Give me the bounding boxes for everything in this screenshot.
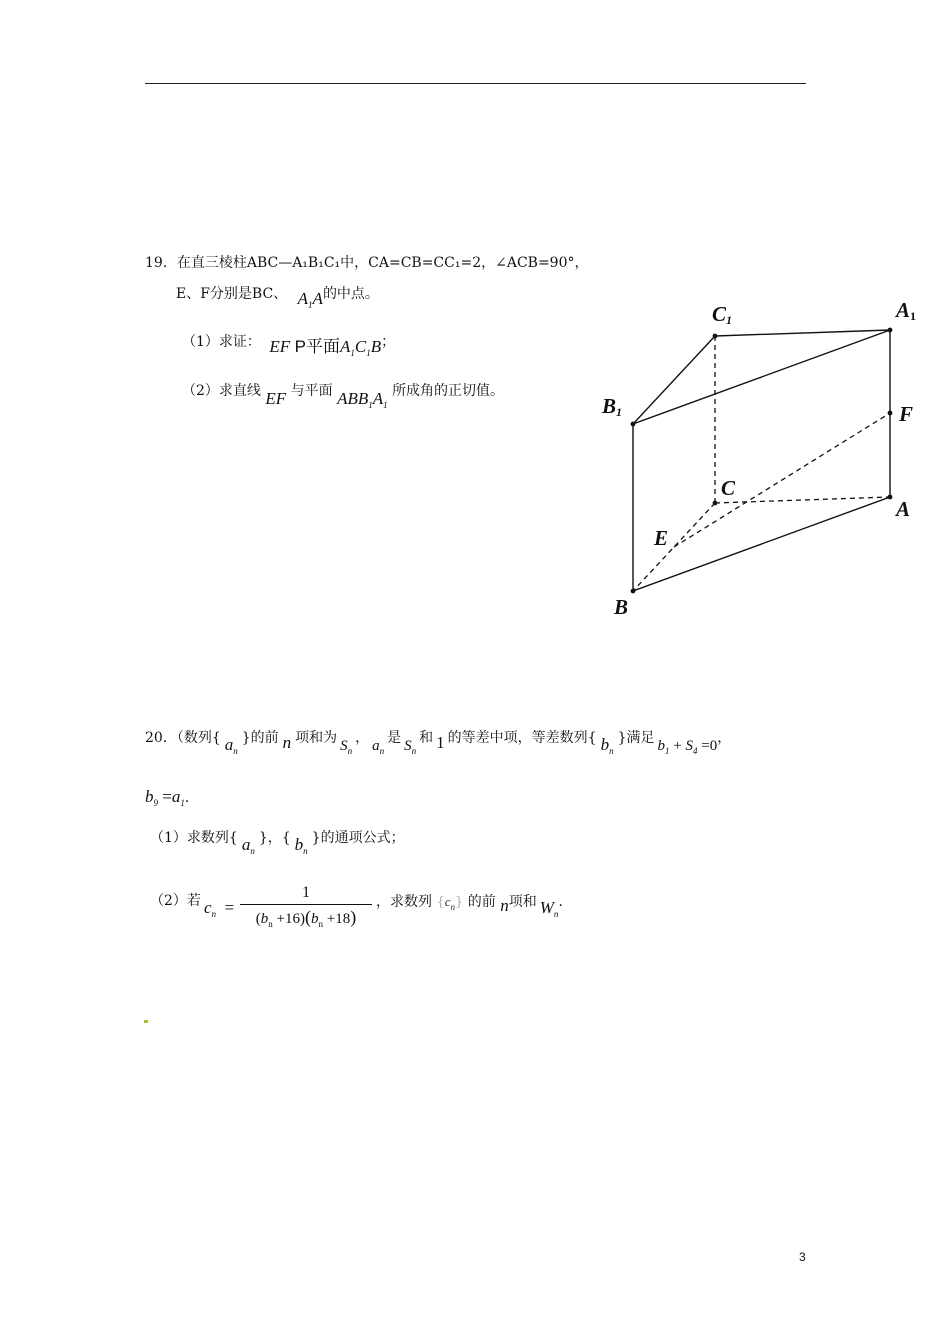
q20-line1-f: 和 — [419, 730, 434, 746]
math-ABB1A1: $ABB_1A_1$ — [337, 389, 388, 410]
fraction-cn — [240, 883, 372, 929]
q19-part2-end: 所成角的正切值。 — [392, 383, 505, 399]
q19-stem-line2-suffix: 的中点。 — [322, 286, 379, 302]
label-C1: $C_1$ — [712, 302, 733, 327]
label-C: C — [721, 476, 736, 500]
q19-part1-label: （1）求证： — [182, 334, 261, 350]
q20-part1 — [150, 828, 405, 856]
fraction-denominator: $(b_n +16)(b_n +18)$ — [255, 907, 357, 929]
math-Sn: $S_n$ — [340, 738, 353, 756]
point-C — [713, 501, 718, 506]
q20-line1-e: 是 — [387, 730, 402, 746]
math-cn-eq: $c_n$ = — [204, 898, 235, 919]
parallel-symbol: P — [294, 337, 306, 356]
math-EF: EF — [269, 337, 291, 356]
point-B1 — [631, 422, 636, 427]
edge-C1B1 — [633, 336, 715, 424]
prism-diagram — [590, 295, 930, 630]
point-A1 — [888, 328, 893, 333]
q19-part2-label: （2）求直线 — [182, 383, 261, 399]
fraction-bar — [240, 904, 372, 905]
brace-right: } — [455, 895, 464, 910]
segment-EF — [674, 413, 890, 547]
green-marker — [144, 1020, 148, 1023]
q19-stem-line1 — [145, 254, 589, 272]
q20-line1-b: }的前 — [241, 730, 279, 746]
math-Sn-2: $S_n$ — [404, 738, 417, 756]
q20-line1-end: ， — [717, 730, 732, 746]
math-cn: $c_n$ — [444, 894, 456, 912]
q20-line2 — [145, 788, 199, 807]
label-B1: $B_1$ — [602, 394, 623, 419]
q20-part2 — [150, 892, 201, 910]
q19-part2 — [182, 381, 505, 410]
page-number: 3 — [799, 1250, 806, 1264]
label-A1: $A_1$ — [896, 298, 917, 323]
math-A1A: $A_1A$ — [297, 289, 323, 310]
q20-part1-mid: }，{ — [258, 830, 291, 846]
math-b1-S4: $b_1 + S_4 =0$ — [657, 738, 718, 756]
q20-line1-h: }满足 — [617, 730, 655, 746]
q20-line1-a: （数列{ — [176, 730, 221, 746]
point-A — [888, 495, 893, 500]
math-one: 1 — [436, 733, 445, 752]
q20-part2-tail — [376, 892, 563, 919]
q20-part2-mid3: 项和 — [508, 894, 537, 910]
edge-CA-hidden — [715, 497, 890, 503]
math-an-3: $a_n$ — [241, 835, 255, 856]
brace-left: { — [436, 895, 445, 910]
header-rule — [145, 83, 806, 84]
q20-part2-label: （2）若 — [150, 893, 201, 909]
math-bn-2: $b_n$ — [294, 835, 308, 856]
q20-line1-d: ， — [355, 730, 370, 746]
q20-part2-end: . — [558, 894, 563, 910]
label-F: F — [899, 402, 914, 426]
math-EF-2: EF — [265, 389, 287, 408]
q19-stem-line2-prefix: E、F分别是BC、 — [176, 286, 288, 302]
q20-line2-end: ． — [184, 790, 199, 806]
q19-part2-mid: 与平面 — [290, 383, 333, 399]
label-B: B — [614, 595, 629, 619]
fraction-numerator: 1 — [302, 884, 310, 901]
q19-number: 19． — [145, 255, 177, 271]
q19-part1-end: ； — [381, 334, 396, 350]
edge-C1A1 — [715, 330, 890, 336]
math-n: n — [282, 733, 292, 752]
q20-part2-mid2: 的前 — [467, 894, 496, 910]
q20-line1 — [145, 728, 732, 756]
q20-part1-end: }的通项公式； — [311, 830, 405, 846]
math-A1C1B: $A_1C_1B$ — [339, 337, 382, 358]
math-an-2: $a_n$ — [372, 738, 385, 756]
q19-part1-plane: 平面 — [305, 337, 340, 357]
q20-number: 20． — [145, 730, 177, 746]
point-F — [888, 411, 893, 416]
math-bn: $b_n$ — [600, 735, 614, 756]
prism-figure — [590, 295, 930, 630]
math-b9-a1: $b_9 =a_1$ — [145, 787, 185, 808]
point-B — [631, 589, 636, 594]
label-E: E — [654, 526, 669, 550]
q19-stem-text: 在直三棱柱ABC—A₁B₁C₁中，CA=CB=CC₁=2，∠ACB=90°， — [176, 255, 589, 271]
q19-part1 — [182, 332, 396, 358]
point-C1 — [713, 334, 718, 339]
q20-line1-c: 项和为 — [295, 730, 338, 746]
edge-B1A1 — [633, 330, 890, 424]
math-an: $a_n$ — [224, 735, 238, 756]
math-Wn: $W_n$ — [539, 898, 559, 919]
edge-BA — [633, 497, 890, 591]
q20-part2-mid: ，求数列 — [376, 894, 432, 910]
q19-stem-line2 — [176, 284, 379, 310]
q20-part1-label: （1）求数列{ — [150, 830, 238, 846]
q20-line1-g: 的等差中项，等差数列{ — [447, 730, 597, 746]
math-n-2: n — [500, 896, 509, 915]
label-A: A — [896, 497, 911, 521]
